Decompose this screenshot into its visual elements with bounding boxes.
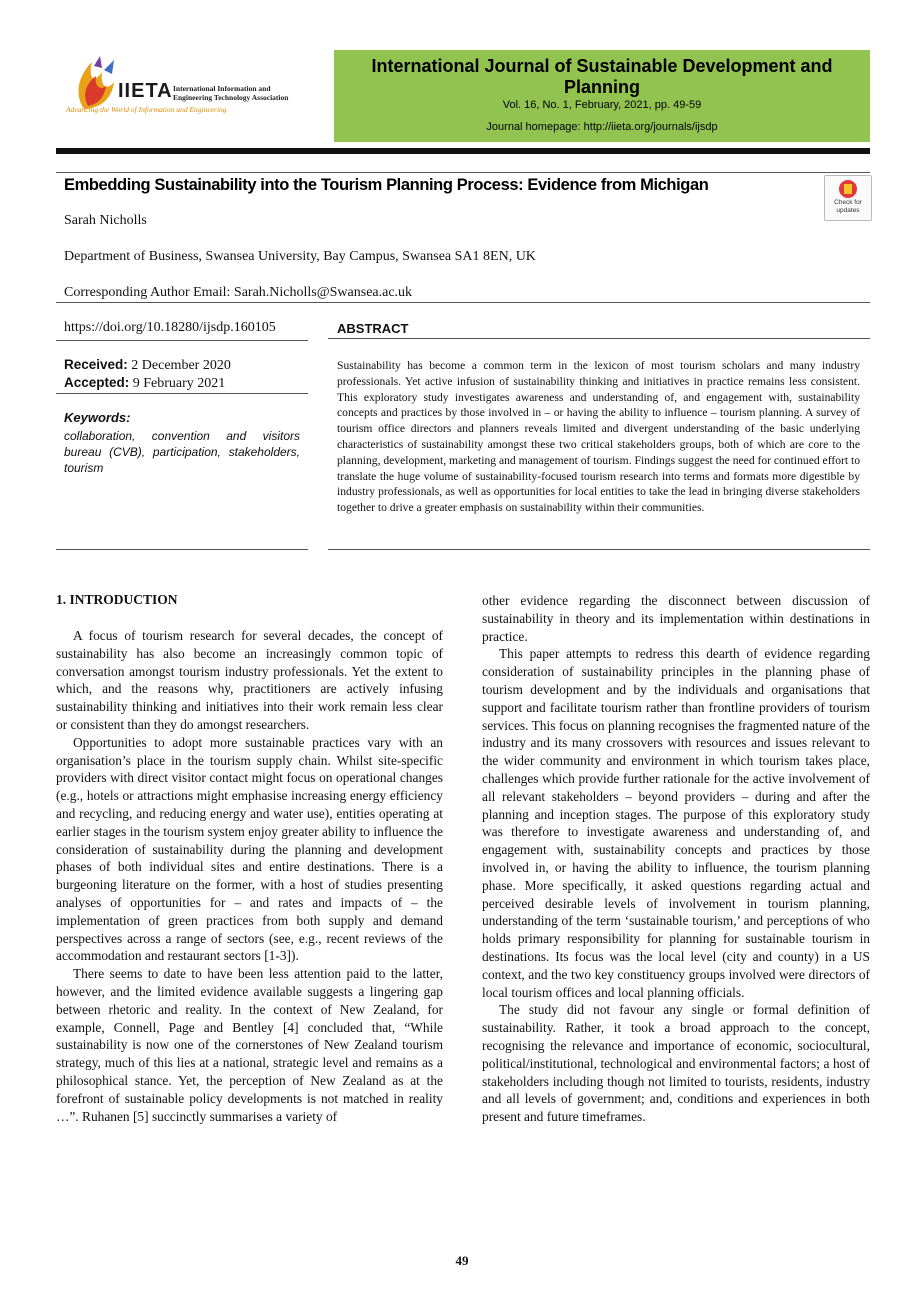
- received-line: [64, 357, 231, 374]
- journal-title: International Journal of Sustainable Development and Planning: [371, 56, 833, 97]
- author: Sarah Nicholls: [64, 213, 147, 228]
- check-badge-line1: Check for: [834, 199, 862, 206]
- received-label: Received:: [64, 357, 128, 372]
- check-badge-line2: updates: [836, 207, 860, 214]
- section-heading-introduction: 1. INTRODUCTION: [56, 592, 178, 607]
- paragraph: The study did not favour any single or formal definition of sustainability. Rather, it took a broad approach to the concept, recognising the relevance and importance of economic, sociocultural, political/institutional, technological and environmental factors; a host of stakeholders including though not limited to tourists, residents, industry and all levels of government; and, conditions and experiences in both present and future timeframes.: [482, 1002, 870, 1125]
- journal-volume: Vol. 16, No. 1, February, 2021, pp. 49-59: [502, 99, 702, 111]
- paragraph: This paper attempts to redress this dearth of evidence regarding consideration of sustainability principles in the planning phase of tourism development and by the individuals and organisations that support and facilitate tourism rather than frontline providers of tourism services. This focus on planning recognises the fragmented nature of the industry and its many crossovers with resources and issues relevant to the wider community and environment in which tourism takes place, challenges which provide further rationale for the active involvement of all relevant stakeholders – beyond providers – during and after the planning and inception stages. The purpose of this exploratory study was therefore to investigate awareness and understanding of, and engagement with, sustainability concepts and practices by those involved in, or having the ability to influence, the tourism planning phase. More specifically, it asked questions regarding actual and perceived desirable levels of involvement in tourism planning, understanding of the term ‘sustainable tourism,’ and perceptions of who holds primary responsibility for planning for sustainable tourism in destinations. Its focus was the local level (city and county) in a US context, and the two key constituency groups involved were directors of local tourism offices and local planning officials.: [482, 646, 870, 1000]
- paper-title: Embedding Sustainability into the Tourism Planning Process: Evidence from Michigan: [64, 176, 709, 194]
- keywords: collaboration, convention and visitors bureau (CVB), participation, stakeholders, tourism: [64, 429, 300, 475]
- dates-rule: [56, 393, 308, 394]
- doi-link[interactable]: https://doi.org/10.18280/ijsdp.160105: [64, 320, 276, 335]
- keywords-label: Keywords:: [64, 410, 131, 425]
- journal-header-box: [334, 50, 870, 142]
- check-for-updates-badge[interactable]: [824, 175, 872, 221]
- paragraph: other evidence regarding the disconnect between discussion of sustainability in theory and its implementation within destinations in practice.: [482, 593, 870, 644]
- doi-rule: [56, 340, 308, 341]
- paragraph: Opportunities to adopt more sustainable practices vary with an organisation’s place in the tourism supply chain. Whilst site-specific providers with direct visitor contact might focus on operational changes (e.g., hotels or attractions might emphasise increasing energy efficiency and recycling, and reducing energy and water use), entities operating at earlier stages in the tourism system enjoy greater ability to influence the consideration of sustainability during the planning and development phases of both individual sites and entire destinations. There is a burgeoning literature on the former, with a host of studies presenting analyses of opportunities for – and rates and impacts of – the implementation of green practices from both supply and demand perspectives across a range of sectors (see, e.g., recent reviews of the accommodation and restaurant sectors [1-3]).: [56, 734, 443, 964]
- paragraph: A focus of tourism research for several decades, the concept of sustainability has also become an increasingly common topic of conversation amongst tourism industry professionals. Yet the extent to which, and the reasons why, practitioners are actively infusing sustainability thinking and initiatives into their work remain less clear or consistent than they do amongst researchers.: [56, 628, 443, 732]
- logo-tagline: Advancing the World of Information and Engineering: [66, 105, 227, 114]
- header-rule: [56, 148, 870, 154]
- crossmark-icon: [839, 180, 857, 198]
- keywords-rule: [56, 549, 308, 550]
- logo-org-line1: International Information and: [173, 84, 271, 93]
- accepted-date: 9 February 2021: [132, 376, 226, 391]
- journal-homepage-link[interactable]: Journal homepage: http://iieta.org/journals/ijsdp: [486, 121, 718, 133]
- accepted-line: [64, 375, 225, 392]
- title-top-rule: [56, 172, 870, 173]
- meta-rule: [56, 302, 870, 303]
- logo-org-line2: Engineering Technology Association: [173, 93, 289, 102]
- accepted-label: Accepted:: [64, 375, 130, 390]
- left-column-body: [56, 627, 443, 1125]
- corresponding-email[interactable]: Corresponding Author Email: Sarah.Nicholls@Swansea.ac.uk: [64, 285, 413, 300]
- right-column-body: [482, 592, 870, 1126]
- page-number: 49: [455, 1253, 469, 1268]
- logo-brand: IIETA: [118, 80, 173, 102]
- abstract-top-rule: [328, 338, 870, 339]
- abstract-body: Sustainability has become a common term in the lexicon of most tourism scholars and many industry professionals. Yet active infusion of sustainability thinking and initiatives in practice remains less consistent. This exploratory study investigates awareness and understanding of, and engagement with, sustainability concepts and practices by those involved in – or having the ability to influence – tourism planning. A survey of tourism office directors and planners reveals limited and divergent understanding of the basic underlying characteristics of sustainability amongst these two critical stakeholders groups, both of which are core to the planning, development, marketing and management of tourism. Findings suggest the need for continued effort to translate the huge volume of sustainability-focused tourism research into terms and formats more digestible by industry professionals, as well as opportunities for local entities to take the lead in bringing diverse stakeholders together to drive a greater emphasis on sustainability within their communities.: [337, 359, 860, 515]
- received-date: 2 December 2020: [131, 358, 231, 373]
- affiliation: Department of Business, Swansea University, Bay Campus, Swansea SA1 8EN, UK: [64, 249, 536, 264]
- paragraph: There seems to date to have been less attention paid to the latter, however, and the limited evidence available suggests a lingering gap between rhetoric and reality. In the context of New Zealand, for example, Connell, Page and Bentley [4] concluded that, “While sustainability is now one of the cornerstones of New Zealand tourism strategy, much of this lies at a national, strategic level and remains as a philosophical stance. Yet, the perception of New Zealand as at the forefront of sustainable policy developments is not matched in reality …”. Ruhanen [5] succinctly summarises a variety of: [56, 966, 443, 1124]
- abstract-bottom-rule: [328, 549, 870, 550]
- abstract-heading: ABSTRACT: [337, 321, 409, 336]
